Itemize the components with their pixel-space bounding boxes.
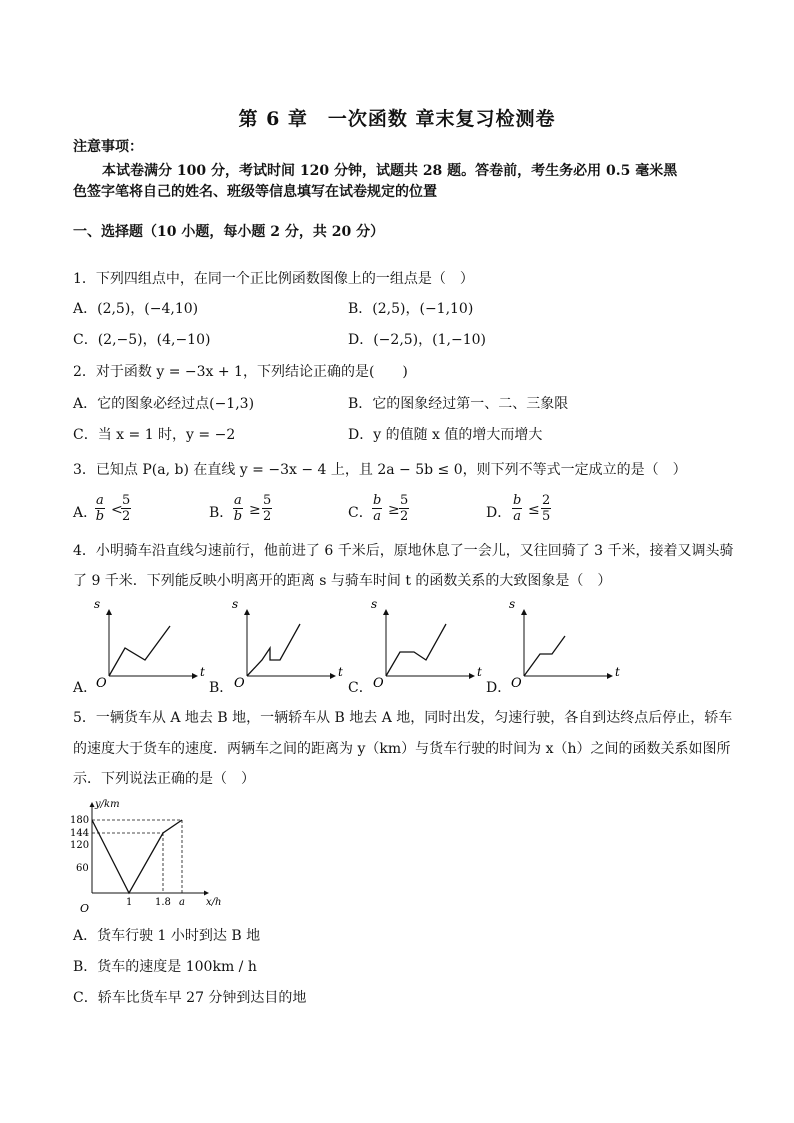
question-2-option-c: C．当 x = 1 时，y = −2 <box>73 427 236 443</box>
axis-label-s: s <box>94 597 101 611</box>
notice-heading: 注意事项： <box>73 139 143 155</box>
question-5-line-2: 的速度大于货车的速度．两辆车之间的距离为 y（km）与货车行驶的时间为 x（h）之间的函数关系如图所 <box>73 741 731 757</box>
question-1-option-a: A．(2,5)，(−4,10) <box>73 301 199 317</box>
axis-label-s: s <box>371 597 378 611</box>
fraction: $\frac{2}{5}$ <box>542 493 551 524</box>
y-axis-label: y/km <box>95 799 120 810</box>
question-5-option-b: B．货车的速度是 100km / h <box>73 959 257 975</box>
axis-label-s: s <box>509 597 516 611</box>
question-5-option-c: C．轿车比货车早 27 分钟到达目的地 <box>73 990 307 1006</box>
question-3-stem: 3．已知点 P(a, b) 在直线 y = −3x − 4 上，且 2a − 5b ≤ 0，则下列不等式一定成立的是（ ） <box>73 462 687 478</box>
fraction: $\frac{5}{2}$ <box>263 493 272 524</box>
axis-label-t: t <box>615 665 620 679</box>
graph-d-curve <box>524 636 565 676</box>
axis-label-t: t <box>200 665 205 679</box>
x-axis-label: x/h <box>206 897 222 908</box>
axis-label-t: t <box>477 665 482 679</box>
question-1-option-b: B．(2,5)，(−1,10) <box>348 301 474 317</box>
y-tick-60: 60 <box>76 863 89 874</box>
axis-label-s: s <box>232 597 239 611</box>
graph-a <box>94 597 205 691</box>
question-5-option-a: A．货车行驶 1 小时到达 B 地 <box>73 928 261 944</box>
y-tick-120: 120 <box>70 840 90 851</box>
origin-label: O <box>80 902 90 915</box>
fraction: $\frac{b}{a}$ <box>513 493 522 524</box>
x-tick-1: 1 <box>126 897 133 908</box>
origin-label: O <box>511 676 522 691</box>
question-4-option-c-label: C． <box>348 680 373 696</box>
axis-label-t: t <box>338 665 343 679</box>
origin-label: O <box>96 676 107 691</box>
question-1-option-d: D．(−2,5)，(1,−10) <box>348 332 486 348</box>
question-1-option-c: C．(2,−5)，(4,−10) <box>73 332 211 348</box>
question-4-line-1: 4．小明骑车沿直线匀速前行，他前进了 6 千米后，原地休息了一会儿，又往回骑了 3 千米，接着又调头骑 <box>73 543 734 559</box>
question-4-graphs <box>0 590 794 700</box>
question-2-option-d: D．y 的值随 x 值的增大而增大 <box>348 427 543 443</box>
question-5-line-3: 示．下列说法正确的是（ ） <box>73 771 255 787</box>
fraction: $\frac{a}{b}$ <box>233 493 243 524</box>
graph-c-curve <box>386 624 446 676</box>
question-5-graph <box>0 795 260 915</box>
fraction: $\frac{5}{2}$ <box>122 493 131 524</box>
fraction: $\frac{5}{2}$ <box>400 493 409 524</box>
y-tick-180: 180 <box>70 815 90 826</box>
question-1-stem: 1．下列四组点中，在同一个正比例函数图像上的一组点是（ ） <box>73 271 474 287</box>
question-4-option-a-label: A． <box>73 680 98 696</box>
notice-line-2: 色签字笔将自己的姓名、班级等信息填写在试卷规定的位置 <box>73 184 437 200</box>
graph-a-curve <box>109 626 170 676</box>
question-2-option-b: B．它的图象经过第一、二、三象限 <box>348 396 569 412</box>
question-2-stem: 2．对于函数 y = −3x + 1，下列结论正确的是( ) <box>73 364 408 380</box>
question-4-line-2: 了 9 千米．下列能反映小明离开的距离 s 与骑车时间 t 的函数关系的大致图象是（ ） <box>73 573 612 589</box>
page-title: 第 6 章 一次函数 章末复习检测卷 <box>238 108 556 130</box>
fraction: $\frac{a}{b}$ <box>95 493 105 524</box>
question-4-option-b-label: B． <box>209 680 234 696</box>
graph-b <box>232 597 343 691</box>
graph-d <box>509 597 620 691</box>
origin-label: O <box>373 676 384 691</box>
distance-curve <box>92 820 182 893</box>
notice-line-1: 本试卷满分 100 分，考试时间 120 分钟，试题共 28 题。答卷前，考生务必用 0.5 毫米黑 <box>102 163 678 179</box>
section-heading: 一、选择题（10 小题，每小题 2 分，共 20 分） <box>73 224 385 240</box>
graph-c <box>371 597 482 691</box>
question-2-option-a: A．它的图象必经过点(−1,3) <box>73 396 255 412</box>
graph-b-curve <box>247 624 300 676</box>
x-tick-a: a <box>179 897 185 908</box>
origin-label: O <box>234 676 245 691</box>
y-tick-144: 144 <box>70 828 90 839</box>
question-5-line-1: 5．一辆货车从 A 地去 B 地，一辆轿车从 B 地去 A 地，同时出发，匀速行驶，各自到达终点后停止，轿车 <box>73 710 733 726</box>
x-tick-1-8: 1.8 <box>155 897 171 908</box>
fraction: $\frac{b}{a}$ <box>373 493 382 524</box>
question-4-option-d-label: D． <box>486 680 512 696</box>
